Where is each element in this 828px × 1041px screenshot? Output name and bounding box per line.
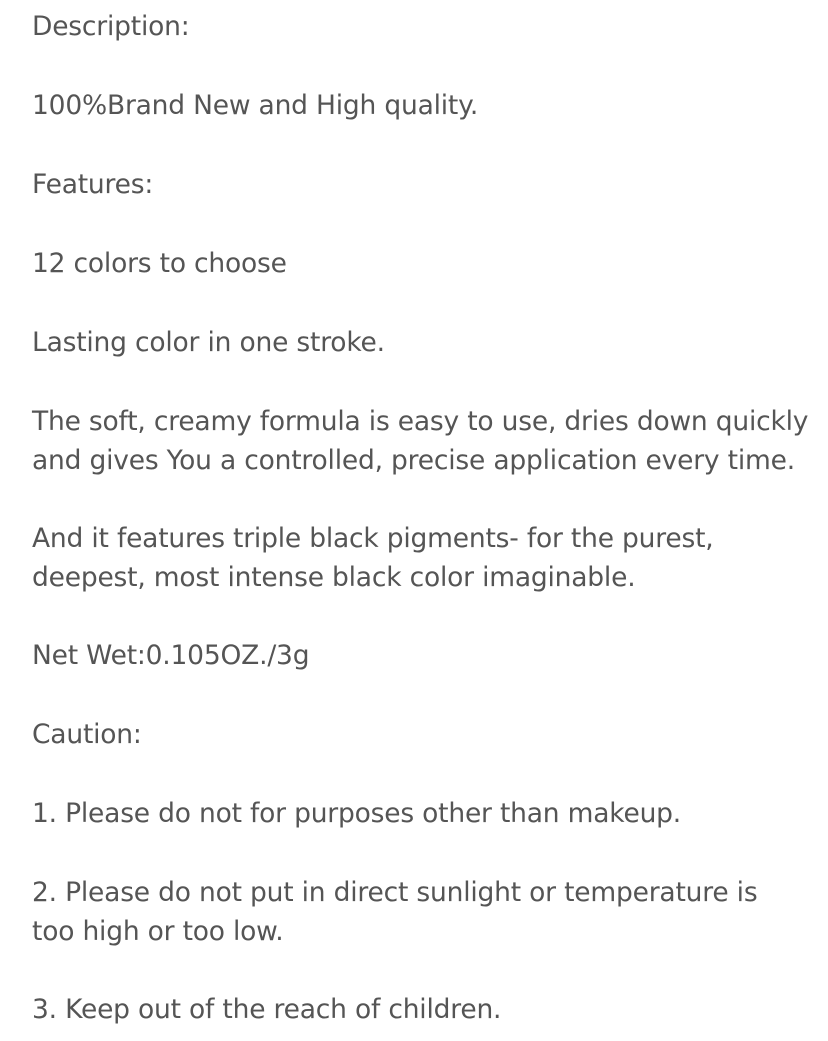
features-heading: Features:: [32, 169, 154, 200]
caution-heading: Caution:: [32, 719, 142, 750]
caution-item-3: 3. Keep out of the reach of children.: [32, 994, 502, 1025]
feature-formula: The soft, creamy formula is easy to use, dries down quickly and gives You a controlled, precise application every time.: [32, 406, 809, 476]
feature-colors: 12 colors to choose: [32, 248, 287, 279]
feature-pigments: And it features triple black pigments- for the purest, deepest, most intense black color imaginable.: [32, 523, 714, 593]
feature-lasting: Lasting color in one stroke.: [32, 327, 385, 358]
description-heading: Description:: [32, 11, 190, 42]
net-weight: Net Wet:0.105OZ./3g: [32, 640, 310, 671]
caution-item-2: 2. Please do not put in direct sunlight or temperature is too high or too low.: [32, 877, 758, 947]
intro-text: 100%Brand New and High quality.: [32, 90, 479, 121]
caution-item-1: 1. Please do not for purposes other than makeup.: [32, 798, 682, 829]
